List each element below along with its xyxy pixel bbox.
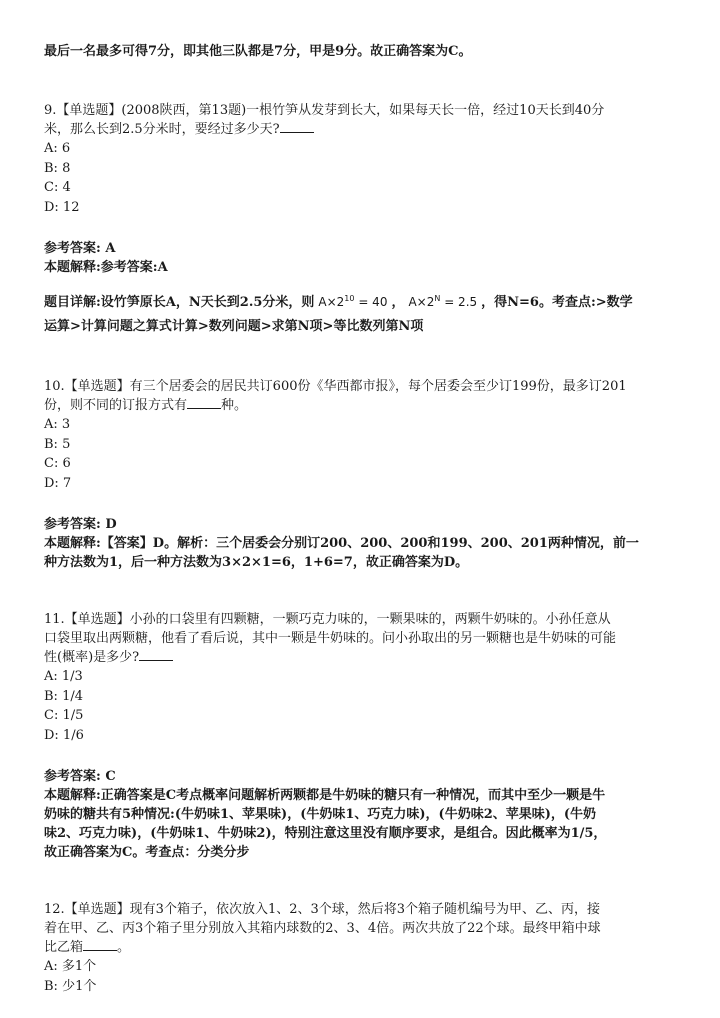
question-11-explanation-line1: 本题解释:正确答案是C考点概率问题解析两颗都是牛奶味的糖只有一种情况，而其中至少一颗是牛 xyxy=(44,788,606,803)
question-12-option-a: A: 多1个 xyxy=(44,959,97,974)
question-9-stem-line2: 米，那么长到2.5分米时，要经过多少天? xyxy=(44,120,680,139)
answer-blank xyxy=(83,939,117,951)
question-10-stem-line2: 份，则不同的订报方式有 种。 xyxy=(44,398,248,413)
question-10-explanation-line2: 种方法数为1，后一种方法数为3×2×1=6，1+6=7，故正确答案为D。 xyxy=(44,555,469,570)
question-10-option-b: B: 5 xyxy=(44,436,71,452)
question-9 xyxy=(44,101,680,339)
question-11-stem-line3: 性(概率)是多少? xyxy=(44,648,680,667)
question-9-detail-line1: 题目详解:设竹笋原长A，N天长到2.5分米，则 $A\times 2^{10} = 40$ ， $A\times 2^N = 2.5$ ，得N=6。考查点:>数学 xyxy=(44,294,633,310)
formula-2: $A\times 2^N = 2.5$ xyxy=(408,294,478,309)
question-10 xyxy=(44,377,680,572)
question-11-explanation-line3: 味2、巧克力味)，(牛奶味1、牛奶味2)，特别注意这里没有顺序要求，是组合。因此概率为1/5， xyxy=(44,826,607,841)
question-11-explanation-line4: 故正确答案为C。考查点：分类分步 xyxy=(44,845,250,860)
question-11-answer: 参考答案: C xyxy=(44,769,116,784)
question-9-option-a: A: 6 xyxy=(44,141,71,156)
answer-blank xyxy=(280,121,314,133)
answer-blank xyxy=(187,397,221,409)
question-11-option-a: A: 1/3 xyxy=(44,669,83,684)
question-11-explanation-line2: 奶味的糖共有5种情况:(牛奶味1、苹果味)，(牛奶味1、巧克力味)，(牛奶味2、苹果味)，(牛奶 xyxy=(44,807,597,822)
question-9-answer: 参考答案: A xyxy=(44,241,116,256)
question-10-option-a: A: 3 xyxy=(44,417,71,432)
question-9-explanation: 本题解释:参考答案:A xyxy=(44,260,168,275)
formula-1: $A\times 2^{10} = 40$ xyxy=(318,294,388,309)
question-10-option-c: C: 6 xyxy=(44,456,71,471)
question-9-option-d: D: 12 xyxy=(44,199,80,215)
question-11-option-d: D: 1/6 xyxy=(44,727,84,743)
question-12-stem-line3: 比乙箱 。 xyxy=(44,940,131,955)
question-10-option-d: D: 7 xyxy=(44,475,72,491)
question-12-stem-line1: 12.【单选题】现有3个箱子，依次放入1、2、3个球，然后将3个箱子随机编号为甲、乙、丙，接 xyxy=(44,902,601,917)
question-10-answer: 参考答案: D xyxy=(44,517,117,532)
question-11-option-b: B: 1/4 xyxy=(44,688,83,704)
question-12-stem-line2: 着在甲、乙、丙3个箱子里分别放入其箱内球数的2、3、4倍。两次共放了22个球。最终甲箱中球 xyxy=(44,921,601,936)
question-12 xyxy=(44,900,680,996)
question-10-stem-line1: 10.【单选题】有三个居委会的居民共订600份《华西都市报》，每个居委会至少订199份，最多订201 xyxy=(44,379,627,394)
question-9-detail-line2: 运算>计算问题之算式计算>数列问题>求第N项>等比数列第N项 xyxy=(44,319,424,334)
answer-blank xyxy=(139,649,173,661)
question-11-option-c: C: 1/5 xyxy=(44,708,84,723)
question-10-explanation-line1: 本题解释:【答案】D。解析：三个居委会分别订200、200、200和199、200、201两种情况，前一 xyxy=(44,536,639,551)
question-9-stem-line1: 9.【单选题】(2008陕西，第13题)一根竹笋从发芽到长大，如果每天长一倍，经过10天长到40分 xyxy=(44,103,605,118)
previous-answer-conclusion: 最后一名最多可得7分，即其他三队都是7分，甲是9分。故正确答案为C。 xyxy=(44,44,472,59)
question-11-stem-line2: 口袋里取出两颗糖，他看了看后说，其中一颗是牛奶味的。问小孙取出的另一颗糖也是牛奶味的可能 xyxy=(44,631,617,646)
question-9-option-b: B: 8 xyxy=(44,160,71,176)
question-11 xyxy=(44,610,680,862)
question-12-option-b: B: 少1个 xyxy=(44,978,97,994)
question-9-option-c: C: 4 xyxy=(44,180,71,195)
question-11-stem-line1: 11.【单选题】小孙的口袋里有四颗糖，一颗巧克力味的，一颗果味的，两颗牛奶味的。小孙任意从 xyxy=(44,612,611,627)
